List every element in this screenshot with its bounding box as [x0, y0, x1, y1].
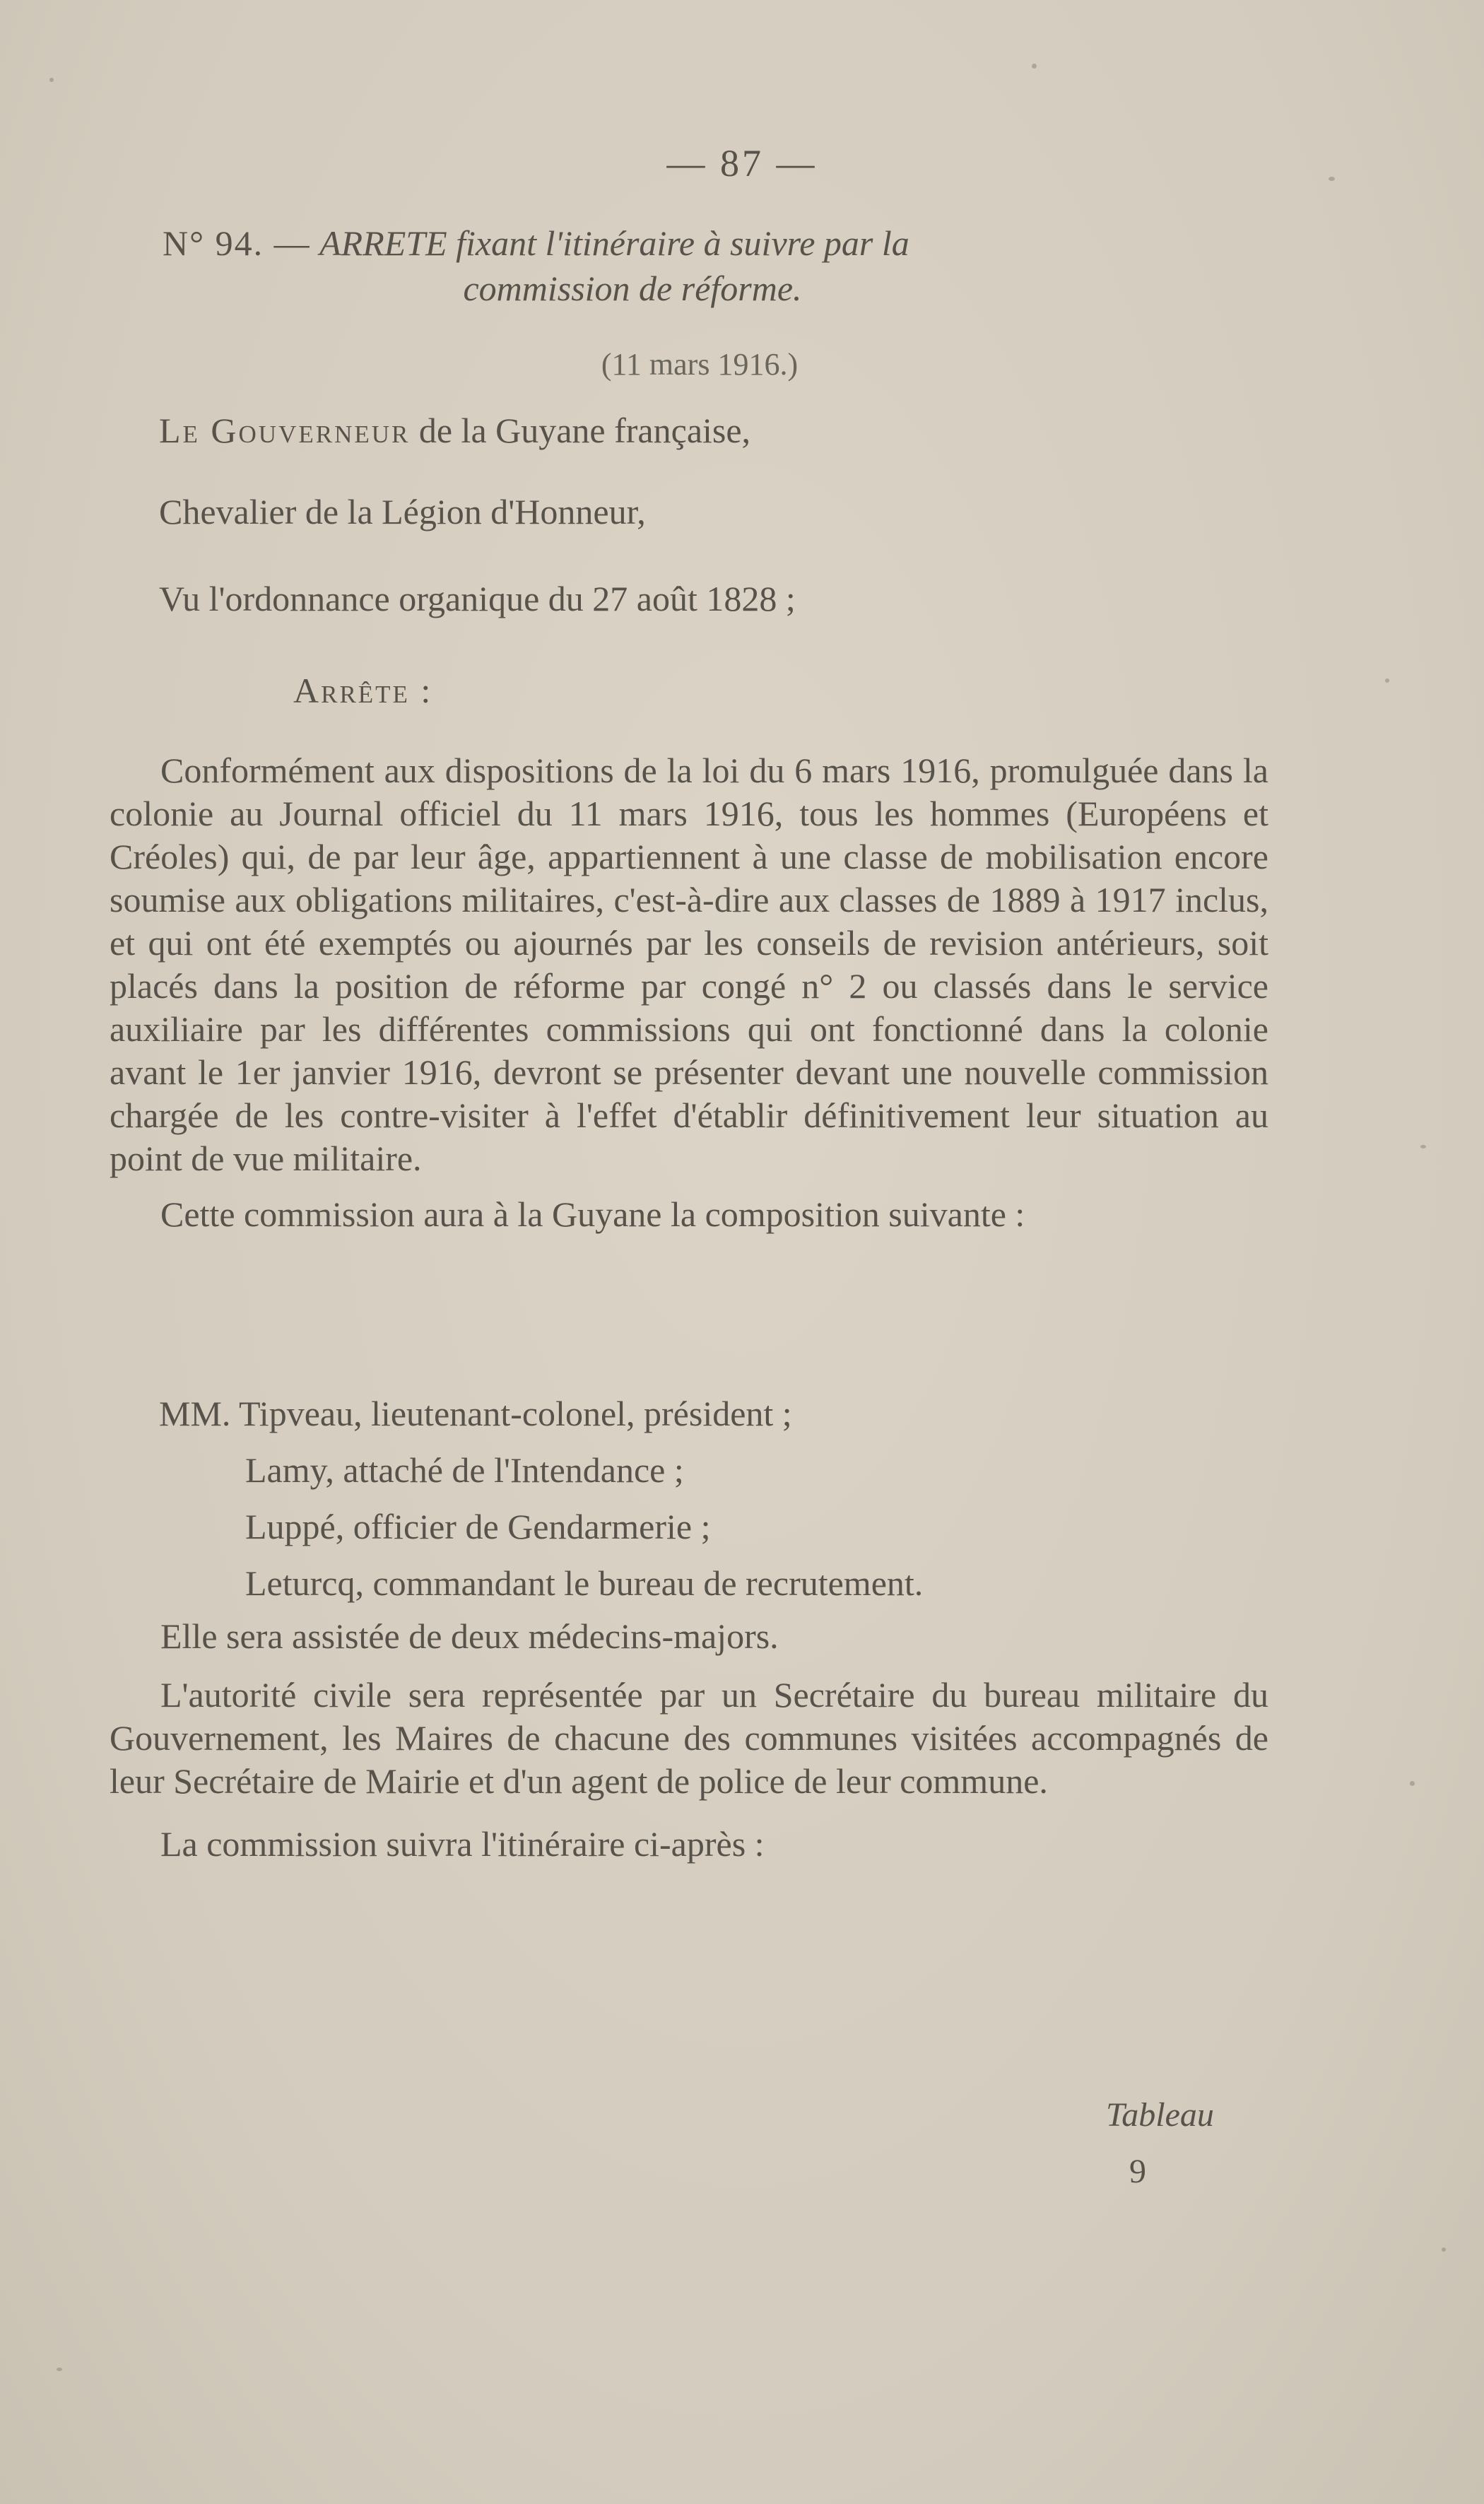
member-item: MM. Tipveau, lieutenant-colonel, président ; — [159, 1394, 792, 1433]
article-title-line2: commission de réforme. — [463, 269, 802, 308]
paper-speck — [1410, 1781, 1415, 1786]
paragraph: La commission suivra l'itinéraire ci-après : — [160, 1824, 765, 1864]
catchword: Tableau — [1106, 2096, 1214, 2134]
authority-rank: Chevalier de la Légion d'Honneur, — [159, 492, 646, 531]
paragraph: Conformément aux dispositions de la loi du 6 mars 1916, promulguée dans la colonie au Journal officiel du 11 mars 1916, tous les hommes (Européens et Créoles) qui, de par leur âge, appartiennent à une classe de mobilisation encore soumise aux obligations militaires, c'est-à-dire aux classes de 1889 à 1917 inclus, et qui ont été exemptés ou ajournés par les conseils de revision antérieurs, soit placés dans la position de réforme par congé n° 2 ou classés dans le service auxiliaire par les différentes commissions qui ont fonctionné dans la colonie avant le 1er janvier 1916, devront se présenter devant une nouvelle commission chargée de les contre-visiter à l'effet d'établir définitivement leur situation au point de vue militaire. — [110, 751, 1268, 1178]
considerant: Vu l'ordonnance organique du 27 août 1828 ; — [159, 579, 796, 618]
paper-speck — [1032, 64, 1037, 69]
member-item: Leturcq, commandant le bureau de recrutement. — [245, 1563, 924, 1603]
article-title-line1: ARRETE fixant l'itinéraire à suivre par la — [319, 223, 909, 263]
paper-speck — [57, 2368, 62, 2371]
authority-rest: de la Guyane française, — [410, 411, 751, 450]
commission-members — [159, 1385, 923, 1611]
member-item: Luppé, officier de Gendarmerie ; — [245, 1507, 711, 1546]
article-number: N° 94. — — [163, 223, 311, 263]
paper-speck — [1442, 2247, 1446, 2252]
member-item: Lamy, attaché de l'Intendance ; — [245, 1450, 684, 1490]
paper-speck — [1385, 678, 1389, 683]
signature-mark: 9 — [1129, 2153, 1146, 2190]
decree-date: (11 mars 1916.) — [601, 347, 799, 382]
closing-block — [110, 1615, 1268, 1866]
paper-speck — [49, 78, 54, 82]
authority-lead: Le Gouverneur — [159, 411, 411, 450]
paragraph: Cette commission aura à la Guyane la composition suivante : — [160, 1194, 1025, 1234]
arrete-label: Arrête : — [293, 671, 433, 710]
authority-line — [159, 410, 750, 451]
article-heading — [163, 221, 1223, 311]
paragraph: L'autorité civile sera représentée par un Secrétaire du bureau militaire du Gouvernement, les Maires de chacune des communes visitées accompagnés de leur Secrétaire de Mairie et d'un agent de police de leur commune. — [110, 1675, 1268, 1801]
paper-speck — [1420, 1145, 1426, 1148]
page-number: — 87 — — [666, 142, 818, 184]
main-paragraph-block — [110, 749, 1268, 1236]
paragraph: Elle sera assistée de deux médecins-majors. — [160, 1616, 779, 1656]
